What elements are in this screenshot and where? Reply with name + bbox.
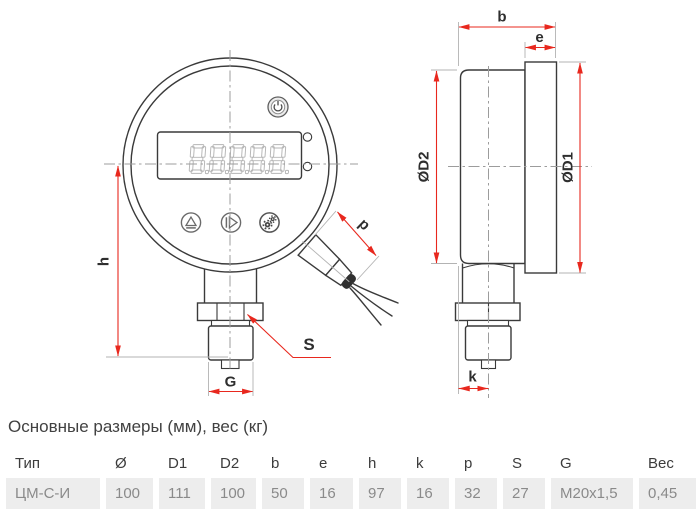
cell-d1: 111 xyxy=(159,478,205,509)
cell-k: 16 xyxy=(407,478,449,509)
header-b: b xyxy=(271,454,280,472)
header-d2: D2 xyxy=(220,454,240,472)
led-indicator-top xyxy=(303,133,311,141)
header-p: p xyxy=(464,454,473,472)
header-e: e xyxy=(319,454,328,472)
cell-weight: 0,45 xyxy=(639,478,696,509)
power-button xyxy=(268,97,288,117)
hex-nut-side xyxy=(456,303,521,321)
side-view xyxy=(416,9,593,399)
cell-g: M20x1,5 xyxy=(551,478,633,509)
cell-type: ЦМ-С-И xyxy=(6,478,100,509)
cell-p: 32 xyxy=(455,478,497,509)
bezel-side xyxy=(525,62,557,273)
header-h: h xyxy=(368,454,377,472)
settings-button xyxy=(260,213,279,232)
cell-b: 50 xyxy=(262,478,304,509)
up-button xyxy=(181,213,200,232)
front-view xyxy=(96,50,399,396)
header-weight: Вес xyxy=(648,454,674,472)
dim-label-G: G xyxy=(224,373,237,391)
header-type: Тип xyxy=(15,454,41,472)
table-data-row xyxy=(6,478,696,509)
wires xyxy=(350,283,398,325)
dimension-table xyxy=(6,448,696,509)
dim-label-D1: ØD1 xyxy=(559,152,577,183)
table-header-row xyxy=(6,448,696,478)
next-button xyxy=(221,213,240,232)
thread-body xyxy=(209,326,254,360)
header-g: G xyxy=(560,454,572,472)
cell-d2: 100 xyxy=(211,478,256,509)
dim-label-e: e xyxy=(535,29,544,46)
header-diameter: Ø xyxy=(115,454,127,472)
dim-label-D2: ØD2 xyxy=(415,151,433,183)
cell-e: 16 xyxy=(310,478,353,509)
dim-label-b: b xyxy=(497,8,507,26)
dim-label-S: S xyxy=(303,335,315,354)
dim-label-h: h xyxy=(95,256,113,267)
header-k: k xyxy=(416,454,424,472)
header-d1: D1 xyxy=(168,454,188,472)
cell-s: 27 xyxy=(503,478,545,509)
cell-diameter: 100 xyxy=(106,478,153,509)
dim-label-k: k xyxy=(468,368,477,386)
dim-label-p: p xyxy=(354,215,374,235)
cell-h: 97 xyxy=(359,478,401,509)
header-s: S xyxy=(512,454,523,472)
table-title: Основные размеры (мм), вес (кг) xyxy=(8,417,269,436)
